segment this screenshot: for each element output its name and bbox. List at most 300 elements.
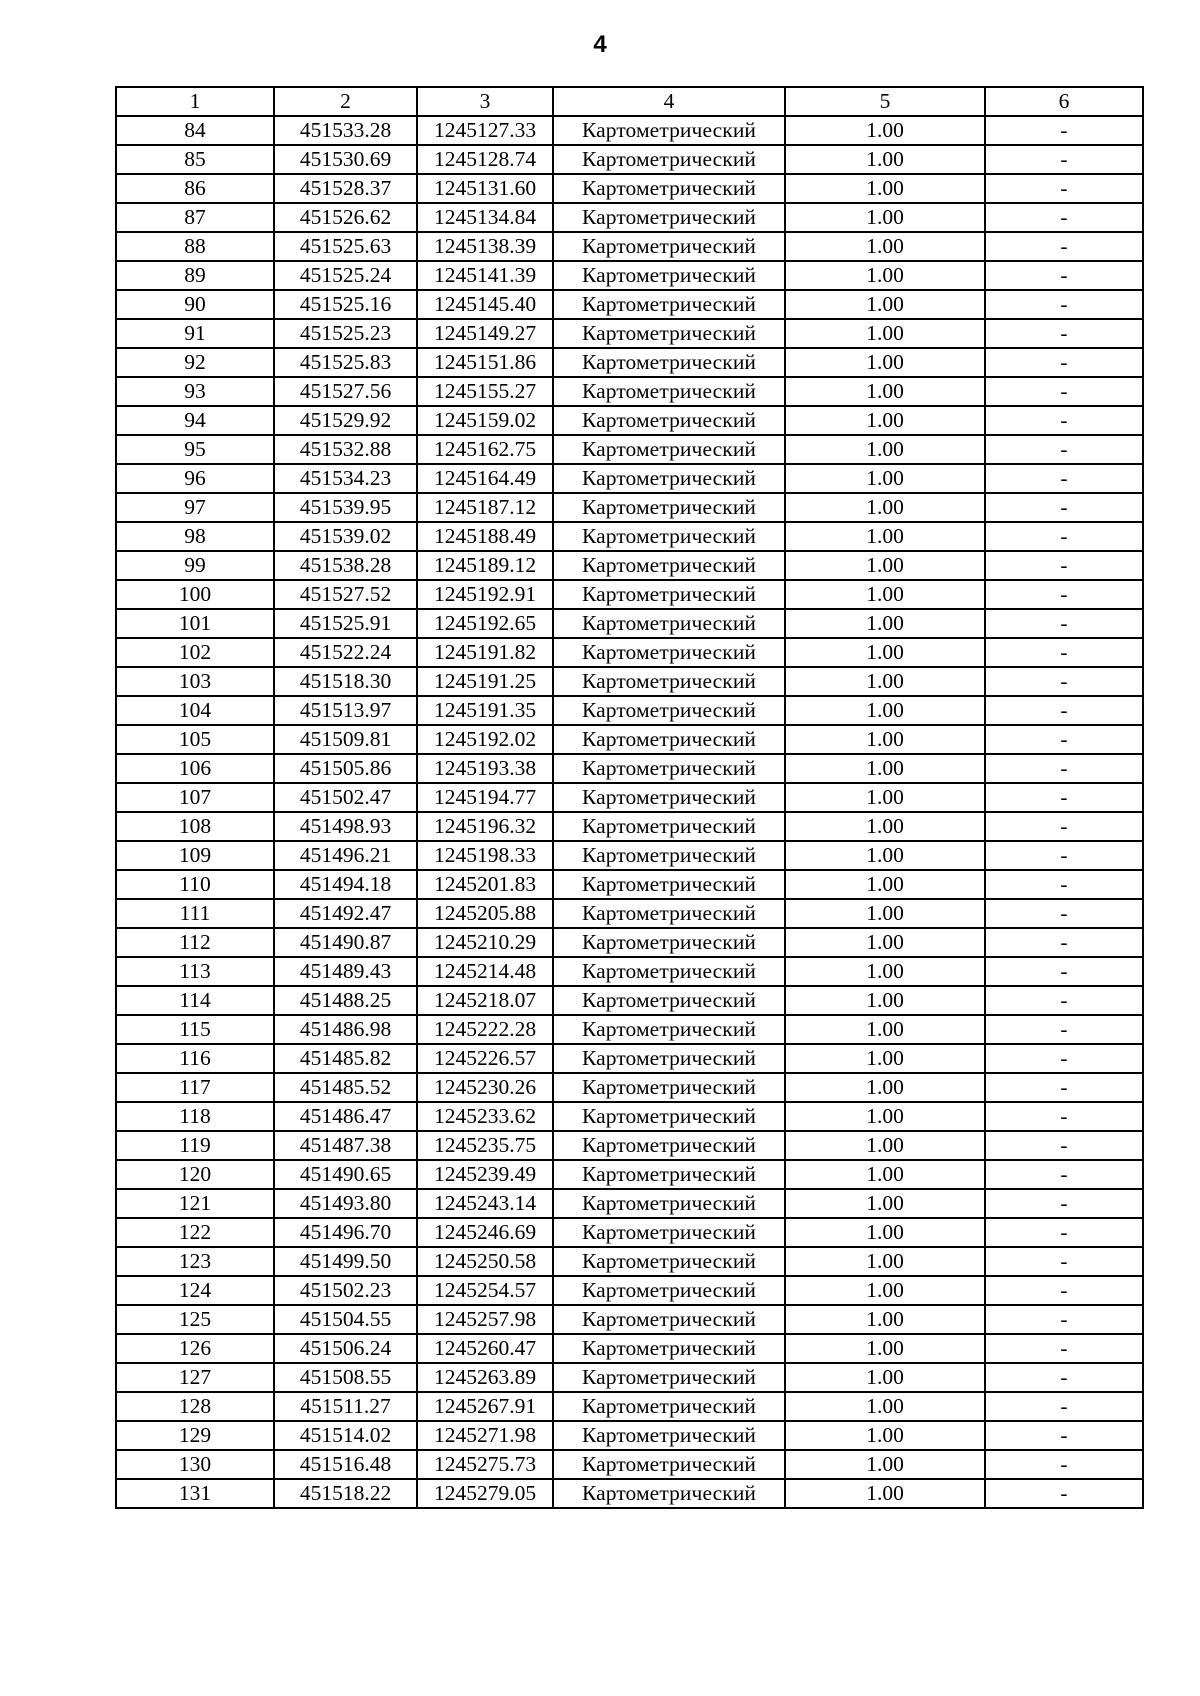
point-number-cell: 118: [116, 1102, 274, 1131]
table-row: [116, 667, 1143, 696]
table-row: [116, 174, 1143, 203]
point-number-cell: 124: [116, 1276, 274, 1305]
note-cell: -: [985, 290, 1143, 319]
method-cell: Картометрический: [553, 783, 785, 812]
accuracy-cell: 1.00: [785, 116, 985, 145]
method-cell: Картометрический: [553, 696, 785, 725]
note-cell: -: [985, 754, 1143, 783]
y-coordinate-cell: 1245226.57: [417, 1044, 553, 1073]
accuracy-cell: 1.00: [785, 1479, 985, 1508]
note-cell: -: [985, 406, 1143, 435]
header-cell-col-1: 1: [116, 87, 274, 116]
y-coordinate-cell: 1245243.14: [417, 1189, 553, 1218]
point-number-cell: 110: [116, 870, 274, 899]
note-cell: -: [985, 1305, 1143, 1334]
x-coordinate-cell: 451485.52: [274, 1073, 417, 1102]
x-coordinate-cell: 451532.88: [274, 435, 417, 464]
y-coordinate-cell: 1245267.91: [417, 1392, 553, 1421]
point-number-cell: 86: [116, 174, 274, 203]
point-number-cell: 122: [116, 1218, 274, 1247]
point-number-cell: 129: [116, 1421, 274, 1450]
note-cell: -: [985, 1189, 1143, 1218]
y-coordinate-cell: 1245205.88: [417, 899, 553, 928]
x-coordinate-cell: 451527.56: [274, 377, 417, 406]
method-cell: Картометрический: [553, 174, 785, 203]
method-cell: Картометрический: [553, 406, 785, 435]
accuracy-cell: 1.00: [785, 957, 985, 986]
x-coordinate-cell: 451487.38: [274, 1131, 417, 1160]
note-cell: -: [985, 899, 1143, 928]
x-coordinate-cell: 451498.93: [274, 812, 417, 841]
x-coordinate-cell: 451539.95: [274, 493, 417, 522]
y-coordinate-cell: 1245233.62: [417, 1102, 553, 1131]
method-cell: Картометрический: [553, 841, 785, 870]
method-cell: Картометрический: [553, 1276, 785, 1305]
note-cell: -: [985, 580, 1143, 609]
point-number-cell: 111: [116, 899, 274, 928]
point-number-cell: 104: [116, 696, 274, 725]
y-coordinate-cell: 1245145.40: [417, 290, 553, 319]
table-row: [116, 319, 1143, 348]
table-row: [116, 870, 1143, 899]
y-coordinate-cell: 1245188.49: [417, 522, 553, 551]
x-coordinate-cell: 451502.23: [274, 1276, 417, 1305]
accuracy-cell: 1.00: [785, 493, 985, 522]
method-cell: Картометрический: [553, 464, 785, 493]
note-cell: -: [985, 1421, 1143, 1450]
header-cell-col-6: 6: [985, 87, 1143, 116]
header-cell-col-5: 5: [785, 87, 985, 116]
point-number-cell: 90: [116, 290, 274, 319]
table-row: [116, 1247, 1143, 1276]
accuracy-cell: 1.00: [785, 1276, 985, 1305]
y-coordinate-cell: 1245263.89: [417, 1363, 553, 1392]
y-coordinate-cell: 1245196.32: [417, 812, 553, 841]
note-cell: -: [985, 638, 1143, 667]
x-coordinate-cell: 451525.23: [274, 319, 417, 348]
y-coordinate-cell: 1245127.33: [417, 116, 553, 145]
method-cell: Картометрический: [553, 609, 785, 638]
point-number-cell: 109: [116, 841, 274, 870]
note-cell: -: [985, 1160, 1143, 1189]
y-coordinate-cell: 1245239.49: [417, 1160, 553, 1189]
x-coordinate-cell: 451525.24: [274, 261, 417, 290]
y-coordinate-cell: 1245192.91: [417, 580, 553, 609]
accuracy-cell: 1.00: [785, 986, 985, 1015]
note-cell: -: [985, 435, 1143, 464]
accuracy-cell: 1.00: [785, 377, 985, 406]
page-number: 4: [593, 31, 607, 58]
note-cell: -: [985, 145, 1143, 174]
x-coordinate-cell: 451493.80: [274, 1189, 417, 1218]
note-cell: -: [985, 464, 1143, 493]
y-coordinate-cell: 1245271.98: [417, 1421, 553, 1450]
y-coordinate-cell: 1245191.25: [417, 667, 553, 696]
header-cell-col-4: 4: [553, 87, 785, 116]
point-number-cell: 107: [116, 783, 274, 812]
note-cell: -: [985, 1247, 1143, 1276]
point-number-cell: 97: [116, 493, 274, 522]
method-cell: Картометрический: [553, 203, 785, 232]
table-header-row: [116, 87, 1143, 116]
x-coordinate-cell: 451486.47: [274, 1102, 417, 1131]
method-cell: Картометрический: [553, 1450, 785, 1479]
table-row: [116, 1421, 1143, 1450]
x-coordinate-cell: 451525.63: [274, 232, 417, 261]
point-number-cell: 106: [116, 754, 274, 783]
y-coordinate-cell: 1245230.26: [417, 1073, 553, 1102]
y-coordinate-cell: 1245246.69: [417, 1218, 553, 1247]
x-coordinate-cell: 451499.50: [274, 1247, 417, 1276]
accuracy-cell: 1.00: [785, 1247, 985, 1276]
x-coordinate-cell: 451488.25: [274, 986, 417, 1015]
table-row: [116, 232, 1143, 261]
note-cell: -: [985, 841, 1143, 870]
table-row: [116, 899, 1143, 928]
table-row: [116, 1189, 1143, 1218]
point-number-cell: 103: [116, 667, 274, 696]
accuracy-cell: 1.00: [785, 841, 985, 870]
point-number-cell: 128: [116, 1392, 274, 1421]
note-cell: -: [985, 928, 1143, 957]
table-row: [116, 1392, 1143, 1421]
x-coordinate-cell: 451509.81: [274, 725, 417, 754]
y-coordinate-cell: 1245260.47: [417, 1334, 553, 1363]
y-coordinate-cell: 1245250.58: [417, 1247, 553, 1276]
x-coordinate-cell: 451485.82: [274, 1044, 417, 1073]
method-cell: Картометрический: [553, 232, 785, 261]
y-coordinate-cell: 1245198.33: [417, 841, 553, 870]
x-coordinate-cell: 451496.70: [274, 1218, 417, 1247]
note-cell: -: [985, 812, 1143, 841]
method-cell: Картометрический: [553, 1189, 785, 1218]
note-cell: -: [985, 783, 1143, 812]
method-cell: Картометрический: [553, 1044, 785, 1073]
table-row: [116, 812, 1143, 841]
table-row: [116, 406, 1143, 435]
point-number-cell: 96: [116, 464, 274, 493]
point-number-cell: 92: [116, 348, 274, 377]
point-number-cell: 85: [116, 145, 274, 174]
table-row: [116, 551, 1143, 580]
accuracy-cell: 1.00: [785, 551, 985, 580]
accuracy-cell: 1.00: [785, 1218, 985, 1247]
table-row: [116, 928, 1143, 957]
method-cell: Картометрический: [553, 1015, 785, 1044]
method-cell: Картометрический: [553, 1247, 785, 1276]
accuracy-cell: 1.00: [785, 174, 985, 203]
accuracy-cell: 1.00: [785, 580, 985, 609]
y-coordinate-cell: 1245159.02: [417, 406, 553, 435]
note-cell: -: [985, 174, 1143, 203]
table-row: [116, 435, 1143, 464]
x-coordinate-cell: 451514.02: [274, 1421, 417, 1450]
y-coordinate-cell: 1245155.27: [417, 377, 553, 406]
point-number-cell: 112: [116, 928, 274, 957]
point-number-cell: 121: [116, 1189, 274, 1218]
note-cell: -: [985, 1450, 1143, 1479]
point-number-cell: 99: [116, 551, 274, 580]
table-row: [116, 1218, 1143, 1247]
accuracy-cell: 1.00: [785, 1305, 985, 1334]
note-cell: -: [985, 696, 1143, 725]
point-number-cell: 116: [116, 1044, 274, 1073]
x-coordinate-cell: 451534.23: [274, 464, 417, 493]
note-cell: -: [985, 116, 1143, 145]
point-number-cell: 101: [116, 609, 274, 638]
x-coordinate-cell: 451525.91: [274, 609, 417, 638]
y-coordinate-cell: 1245257.98: [417, 1305, 553, 1334]
table-row: [116, 493, 1143, 522]
accuracy-cell: 1.00: [785, 899, 985, 928]
point-number-cell: 127: [116, 1363, 274, 1392]
table-row: [116, 696, 1143, 725]
note-cell: -: [985, 493, 1143, 522]
x-coordinate-cell: 451511.27: [274, 1392, 417, 1421]
note-cell: -: [985, 1479, 1143, 1508]
point-number-cell: 117: [116, 1073, 274, 1102]
method-cell: Картометрический: [553, 377, 785, 406]
method-cell: Картометрический: [553, 1305, 785, 1334]
accuracy-cell: 1.00: [785, 522, 985, 551]
accuracy-cell: 1.00: [785, 754, 985, 783]
x-coordinate-cell: 451492.47: [274, 899, 417, 928]
x-coordinate-cell: 451496.21: [274, 841, 417, 870]
note-cell: -: [985, 870, 1143, 899]
note-cell: -: [985, 319, 1143, 348]
note-cell: -: [985, 203, 1143, 232]
method-cell: Картометрический: [553, 145, 785, 174]
note-cell: -: [985, 957, 1143, 986]
point-number-cell: 126: [116, 1334, 274, 1363]
table-row: [116, 1102, 1143, 1131]
method-cell: Картометрический: [553, 116, 785, 145]
x-coordinate-cell: 451539.02: [274, 522, 417, 551]
method-cell: Картометрический: [553, 290, 785, 319]
x-coordinate-cell: 451525.83: [274, 348, 417, 377]
method-cell: Картометрический: [553, 957, 785, 986]
note-cell: -: [985, 1015, 1143, 1044]
x-coordinate-cell: 451526.62: [274, 203, 417, 232]
y-coordinate-cell: 1245214.48: [417, 957, 553, 986]
table-row: [116, 145, 1143, 174]
point-number-cell: 91: [116, 319, 274, 348]
table-row: [116, 1450, 1143, 1479]
table-row: [116, 580, 1143, 609]
x-coordinate-cell: 451533.28: [274, 116, 417, 145]
accuracy-cell: 1.00: [785, 1450, 985, 1479]
note-cell: -: [985, 1102, 1143, 1131]
y-coordinate-cell: 1245187.12: [417, 493, 553, 522]
method-cell: Картометрический: [553, 754, 785, 783]
method-cell: Картометрический: [553, 319, 785, 348]
method-cell: Картометрический: [553, 493, 785, 522]
header-cell-col-3: 3: [417, 87, 553, 116]
x-coordinate-cell: 451528.37: [274, 174, 417, 203]
accuracy-cell: 1.00: [785, 1131, 985, 1160]
method-cell: Картометрический: [553, 638, 785, 667]
method-cell: Картометрический: [553, 725, 785, 754]
method-cell: Картометрический: [553, 1392, 785, 1421]
note-cell: -: [985, 609, 1143, 638]
table-row: [116, 1305, 1143, 1334]
accuracy-cell: 1.00: [785, 1334, 985, 1363]
accuracy-cell: 1.00: [785, 667, 985, 696]
table-row: [116, 203, 1143, 232]
y-coordinate-cell: 1245134.84: [417, 203, 553, 232]
table-body: [116, 87, 1143, 1508]
x-coordinate-cell: 451513.97: [274, 696, 417, 725]
point-number-cell: 114: [116, 986, 274, 1015]
table-row: [116, 522, 1143, 551]
accuracy-cell: 1.00: [785, 261, 985, 290]
point-number-cell: 100: [116, 580, 274, 609]
y-coordinate-cell: 1245192.65: [417, 609, 553, 638]
y-coordinate-cell: 1245164.49: [417, 464, 553, 493]
accuracy-cell: 1.00: [785, 812, 985, 841]
point-number-cell: 98: [116, 522, 274, 551]
point-number-cell: 119: [116, 1131, 274, 1160]
note-cell: -: [985, 725, 1143, 754]
accuracy-cell: 1.00: [785, 696, 985, 725]
point-number-cell: 102: [116, 638, 274, 667]
y-coordinate-cell: 1245235.75: [417, 1131, 553, 1160]
coordinates-table: [115, 86, 1144, 1509]
x-coordinate-cell: 451505.86: [274, 754, 417, 783]
table-row: [116, 1160, 1143, 1189]
y-coordinate-cell: 1245151.86: [417, 348, 553, 377]
point-number-cell: 131: [116, 1479, 274, 1508]
accuracy-cell: 1.00: [785, 464, 985, 493]
method-cell: Картометрический: [553, 1218, 785, 1247]
table-row: [116, 1044, 1143, 1073]
point-number-cell: 87: [116, 203, 274, 232]
point-number-cell: 95: [116, 435, 274, 464]
x-coordinate-cell: 451516.48: [274, 1450, 417, 1479]
method-cell: Картометрический: [553, 928, 785, 957]
accuracy-cell: 1.00: [785, 783, 985, 812]
y-coordinate-cell: 1245193.38: [417, 754, 553, 783]
accuracy-cell: 1.00: [785, 435, 985, 464]
table-row: [116, 377, 1143, 406]
table-row: [116, 464, 1143, 493]
method-cell: Картометрический: [553, 870, 785, 899]
y-coordinate-cell: 1245189.12: [417, 551, 553, 580]
y-coordinate-cell: 1245149.27: [417, 319, 553, 348]
note-cell: -: [985, 1044, 1143, 1073]
table-row: [116, 1131, 1143, 1160]
accuracy-cell: 1.00: [785, 203, 985, 232]
table-row: [116, 783, 1143, 812]
point-number-cell: 130: [116, 1450, 274, 1479]
header-cell-col-2: 2: [274, 87, 417, 116]
accuracy-cell: 1.00: [785, 609, 985, 638]
note-cell: -: [985, 1334, 1143, 1363]
point-number-cell: 94: [116, 406, 274, 435]
point-number-cell: 84: [116, 116, 274, 145]
method-cell: Картометрический: [553, 1421, 785, 1450]
point-number-cell: 113: [116, 957, 274, 986]
table-row: [116, 638, 1143, 667]
point-number-cell: 105: [116, 725, 274, 754]
table-row: [116, 116, 1143, 145]
x-coordinate-cell: 451486.98: [274, 1015, 417, 1044]
x-coordinate-cell: 451538.28: [274, 551, 417, 580]
method-cell: Картометрический: [553, 812, 785, 841]
note-cell: -: [985, 377, 1143, 406]
accuracy-cell: 1.00: [785, 319, 985, 348]
x-coordinate-cell: 451504.55: [274, 1305, 417, 1334]
table-row: [116, 1073, 1143, 1102]
x-coordinate-cell: 451489.43: [274, 957, 417, 986]
method-cell: Картометрический: [553, 551, 785, 580]
point-number-cell: 123: [116, 1247, 274, 1276]
note-cell: -: [985, 1218, 1143, 1247]
y-coordinate-cell: 1245254.57: [417, 1276, 553, 1305]
x-coordinate-cell: 451502.47: [274, 783, 417, 812]
accuracy-cell: 1.00: [785, 290, 985, 319]
note-cell: -: [985, 261, 1143, 290]
method-cell: Картометрический: [553, 261, 785, 290]
y-coordinate-cell: 1245192.02: [417, 725, 553, 754]
method-cell: Картометрический: [553, 435, 785, 464]
note-cell: -: [985, 1131, 1143, 1160]
method-cell: Картометрический: [553, 899, 785, 928]
accuracy-cell: 1.00: [785, 928, 985, 957]
accuracy-cell: 1.00: [785, 406, 985, 435]
accuracy-cell: 1.00: [785, 145, 985, 174]
note-cell: -: [985, 1276, 1143, 1305]
accuracy-cell: 1.00: [785, 1102, 985, 1131]
table-row: [116, 290, 1143, 319]
y-coordinate-cell: 1245222.28: [417, 1015, 553, 1044]
accuracy-cell: 1.00: [785, 638, 985, 667]
accuracy-cell: 1.00: [785, 1421, 985, 1450]
y-coordinate-cell: 1245131.60: [417, 174, 553, 203]
method-cell: Картометрический: [553, 1479, 785, 1508]
y-coordinate-cell: 1245191.82: [417, 638, 553, 667]
x-coordinate-cell: 451494.18: [274, 870, 417, 899]
note-cell: -: [985, 986, 1143, 1015]
y-coordinate-cell: 1245194.77: [417, 783, 553, 812]
note-cell: -: [985, 667, 1143, 696]
accuracy-cell: 1.00: [785, 348, 985, 377]
note-cell: -: [985, 522, 1143, 551]
note-cell: -: [985, 1392, 1143, 1421]
point-number-cell: 88: [116, 232, 274, 261]
x-coordinate-cell: 451506.24: [274, 1334, 417, 1363]
accuracy-cell: 1.00: [785, 1160, 985, 1189]
x-coordinate-cell: 451490.87: [274, 928, 417, 957]
table-row: [116, 261, 1143, 290]
y-coordinate-cell: 1245218.07: [417, 986, 553, 1015]
note-cell: -: [985, 348, 1143, 377]
table-row: [116, 1276, 1143, 1305]
method-cell: Картометрический: [553, 580, 785, 609]
table-row: [116, 1334, 1143, 1363]
x-coordinate-cell: 451527.52: [274, 580, 417, 609]
point-number-cell: 93: [116, 377, 274, 406]
y-coordinate-cell: 1245279.05: [417, 1479, 553, 1508]
point-number-cell: 125: [116, 1305, 274, 1334]
accuracy-cell: 1.00: [785, 232, 985, 261]
method-cell: Картометрический: [553, 1102, 785, 1131]
table-row: [116, 841, 1143, 870]
table-row: [116, 609, 1143, 638]
method-cell: Картометрический: [553, 1131, 785, 1160]
table-row: [116, 1015, 1143, 1044]
table-row: [116, 957, 1143, 986]
